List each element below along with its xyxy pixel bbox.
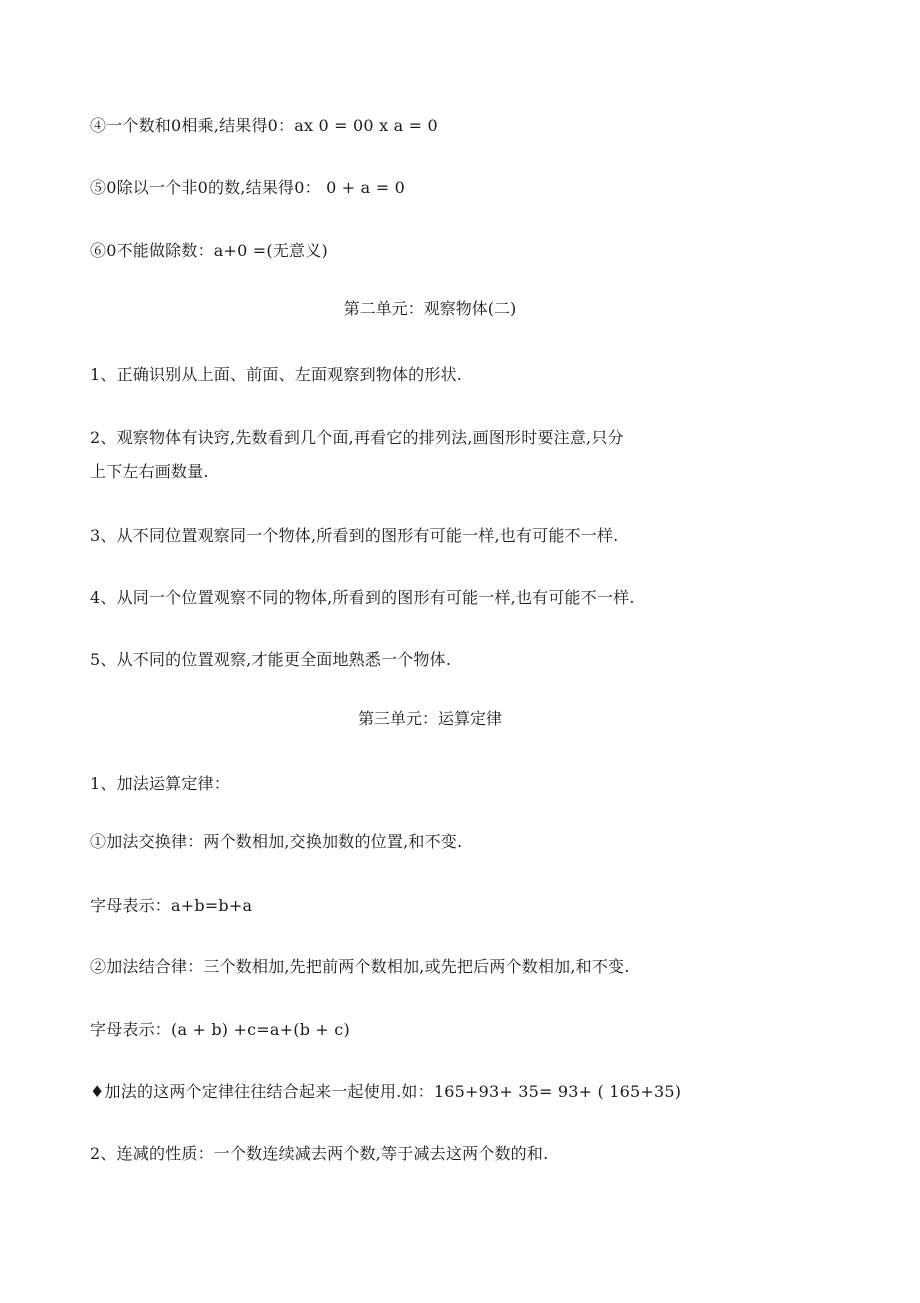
unit3-item-commutative-formula: 字母表示：a+b=b+a xyxy=(90,896,253,915)
unit3-item-associative-formula: 字母表示：(a + b) +c=a+(b + c) xyxy=(90,1020,350,1039)
unit3-heading: 第三单元：运算定律 xyxy=(357,709,502,728)
unit2-item-5: 5、从不同的位置观察,才能更全面地熟悉一个物体. xyxy=(90,650,452,669)
rule-zero-divide: ⑤0除以一个非0的数,结果得0： 0 + a = 0 xyxy=(90,178,405,197)
unit3-item-associative: ②加法结合律：三个数相加,先把前两个数相加,或先把后两个数相加,和不变. xyxy=(90,957,630,976)
unit3-item-addition-laws: 1、加法运算定律： xyxy=(90,774,230,793)
unit2-item-2: 2、观察物体有诀窍,先数看到几个面,再看它的排列法,画图形时要注意,只分 xyxy=(90,428,624,447)
unit2-item-3: 3、从不同位置观察同一个物体,所看到的图形有可能一样,也有可能不一样. xyxy=(90,526,619,545)
unit2-item-4: 4、从同一个位置观察不同的物体,所看到的图形有可能一样,也有可能不一样. xyxy=(90,588,635,607)
rule-zero-divisor: ⑥0不能做除数：a+0 =(无意义) xyxy=(90,241,328,260)
unit3-item-combined-example: ♦加法的这两个定律往往结合起来一起使用.如：165+93+ 35= 93+ ( 165+35) xyxy=(90,1082,682,1101)
unit3-item-subtraction-property: 2、连减的性质：一个数连续减去两个数,等于减去这两个数的和. xyxy=(90,1144,549,1163)
rule-zero-multiply: ④一个数和0相乘,结果得0：ax 0 = 00 x a = 0 xyxy=(90,116,438,135)
unit2-item-1: 1、正确识别从上面、前面、左面观察到物体的形状. xyxy=(90,365,463,384)
unit2-item-2-continued: 上下左右画数量. xyxy=(90,462,209,481)
unit2-heading: 第二单元：观察物体(二) xyxy=(343,299,517,318)
unit3-item-commutative: ①加法交换律：两个数相加,交换加数的位置,和不变. xyxy=(90,832,463,851)
